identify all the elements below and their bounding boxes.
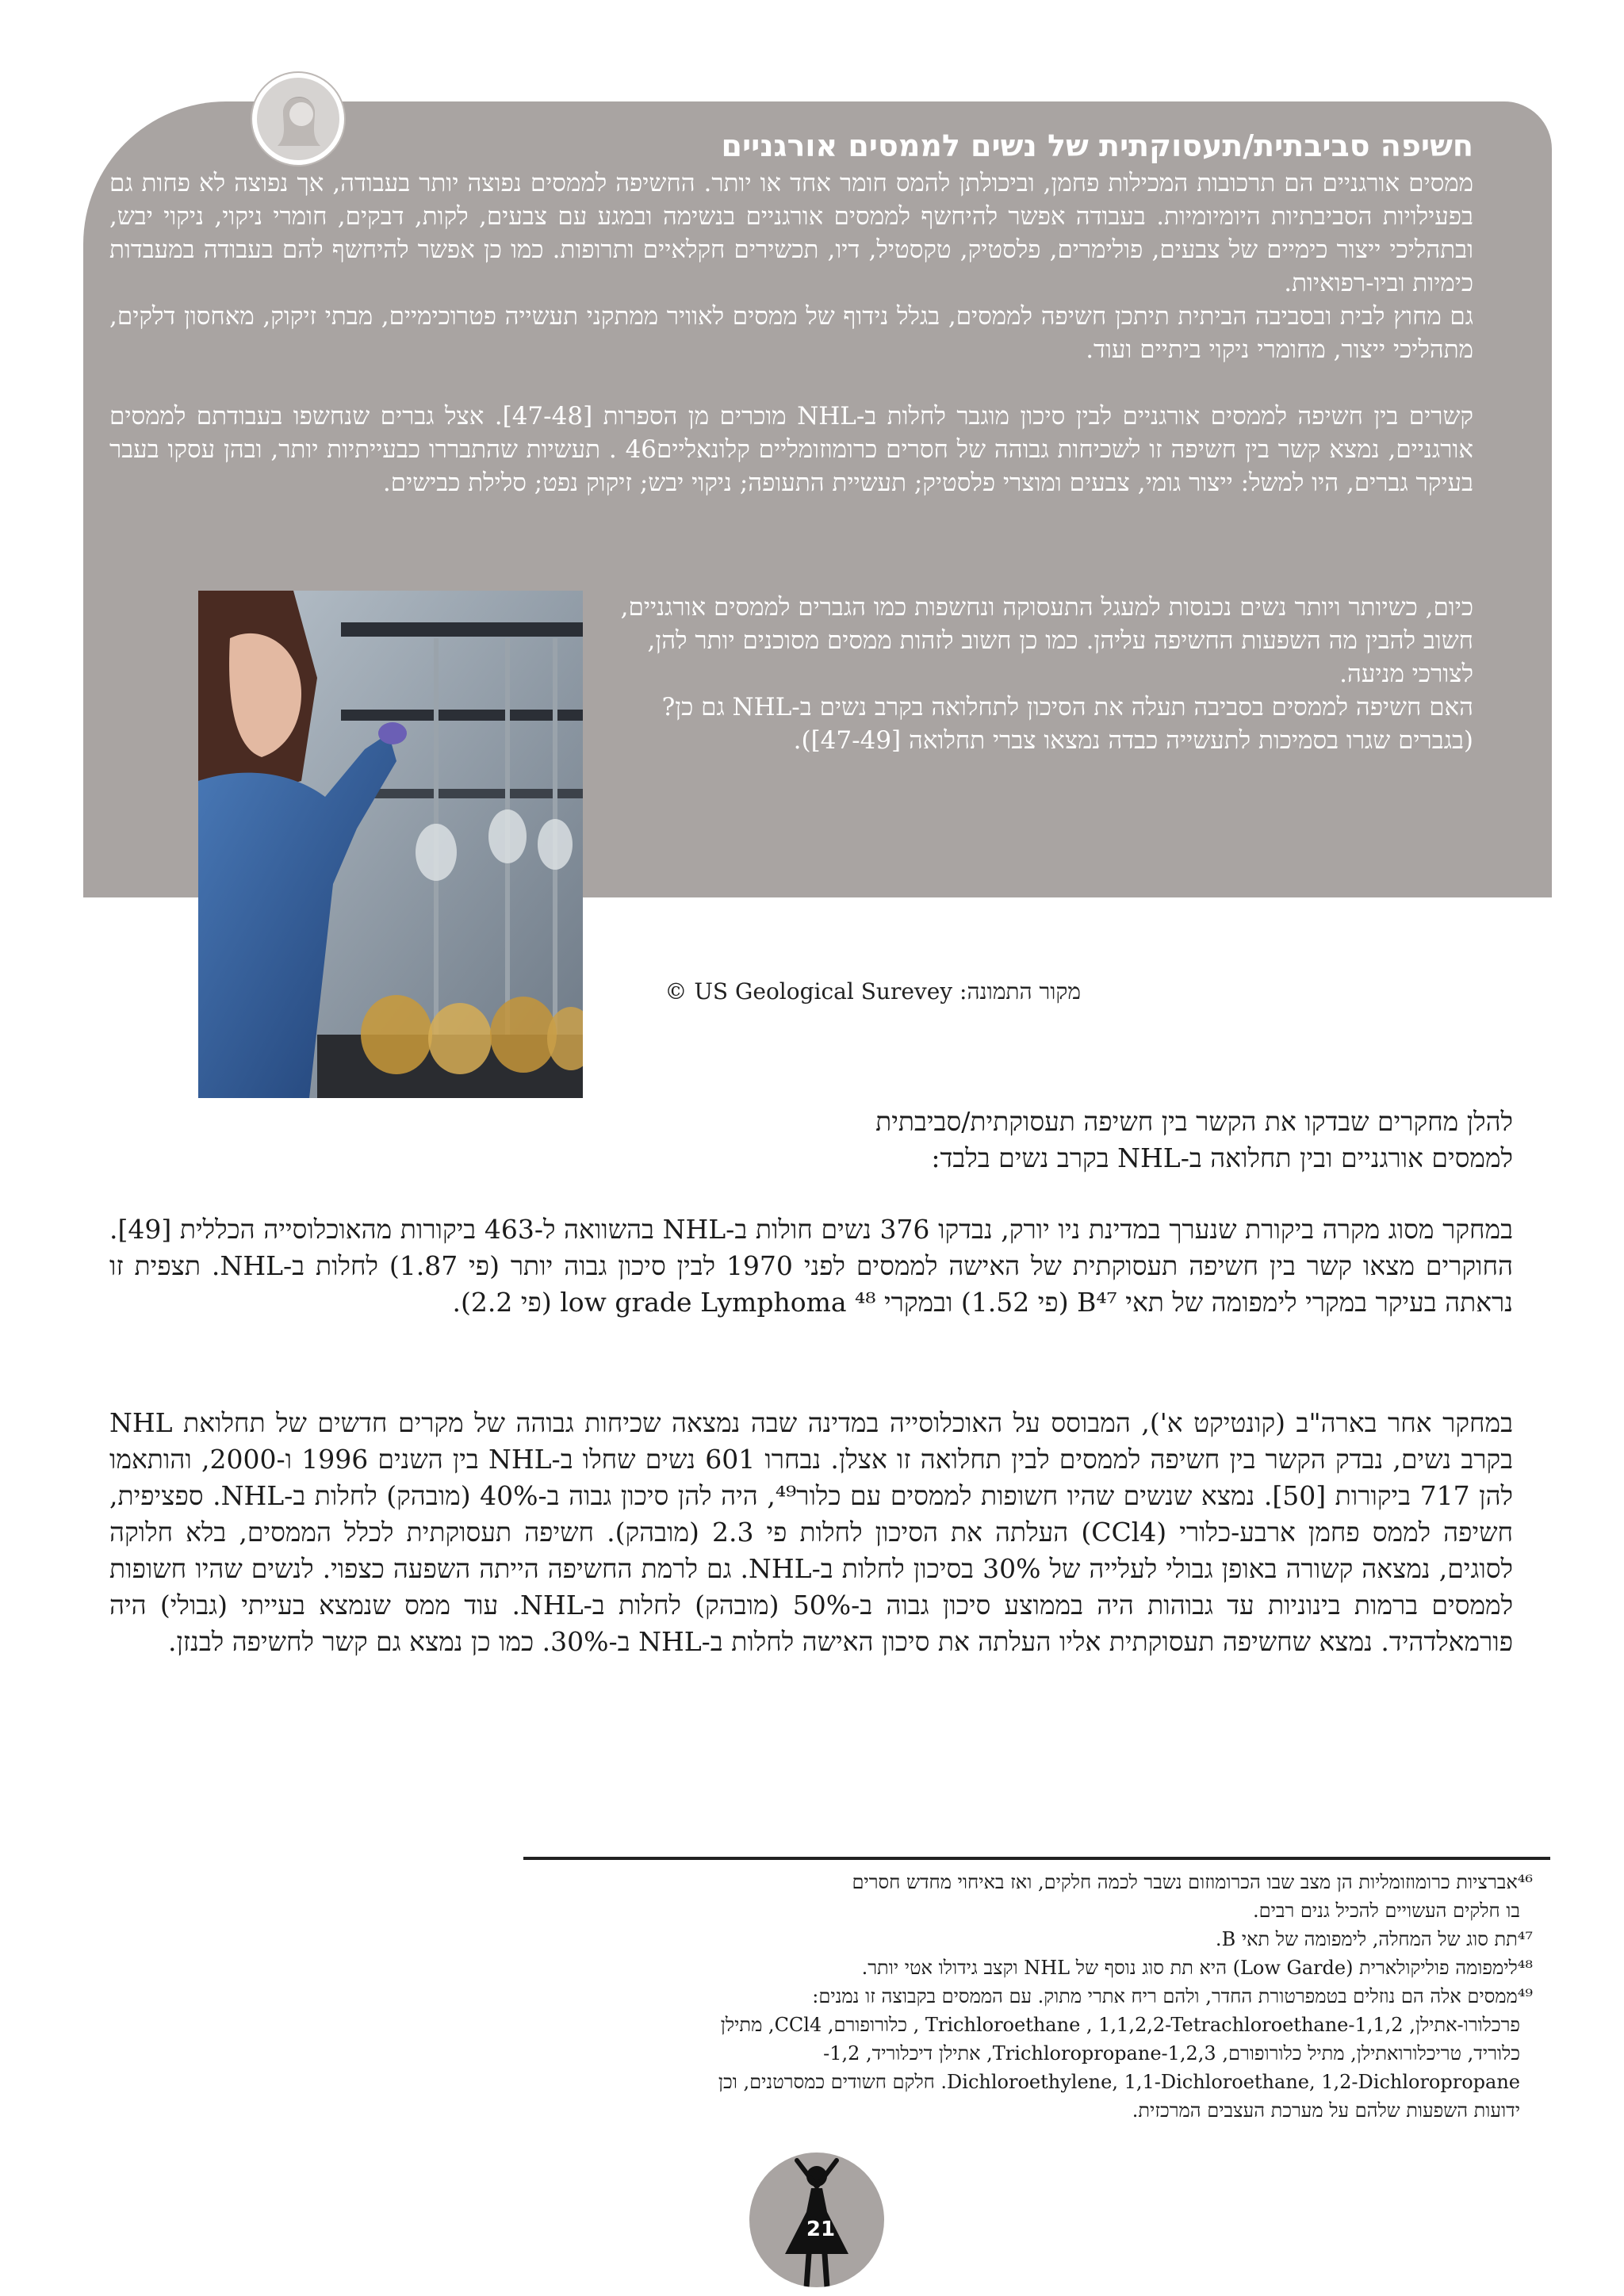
footnote-line: ידועות השפעות שלהם על מערכת העצבים המרכזית. (1132, 2099, 1520, 2122)
footnote-line: ⁴⁷תת סוג של המחלה, לימפומה של תאי B. (1215, 1928, 1533, 1950)
footnote-divider (523, 1857, 1550, 1860)
intro-line: להלן מחקרים שבדקו את הקשר בין חשיפה תעסוקתית/סביבתית (875, 1106, 1513, 1137)
box-paragraph: האם חשיפה לממסים בסביבה תעלה את הסיכון לתחלואה בקרב נשים ב-NHL גם כן? (661, 693, 1473, 721)
study-paragraph-ny: במחקר מסוג מקרה ביקורת שנערך במדינת ניו יורק, נבדקו 376 נשים חולות ב-NHL בהשוואה ל-463 ביקורות מהאוכלוסייה הכללית [49]. החוקרים מצאו קשר בין חשיפה תעסוקתית של האישה לממסים לפני 1970 לבין סיכון גבוה יותר (פי 1.87) לחלות ב-NHL. תצפית זו נראתה בעיקר במקרי לימפומה של תאי B⁴⁷ (פי 1.52) ובמקרי low grade Lymphoma ⁴⁸ (פי 2.2). (109, 1214, 1513, 1318)
intro-line: לממסים אורגניים ובין תחלואה ב-NHL בקרב נשים בלבד: (931, 1142, 1513, 1173)
box-paragraph: ממסים אורגניים הם תרכובות המכילות פחמן, וביכולתן להמס חומר אחד או יותר. החשיפה לממסים נפוצה יותר בעבודה, אך נפוצה לא פחות גם בפעילויות הסביבתיות היומיומיות. בעבודה אפשר להיחשף לממסים אורגניים בנשימה ובמגע עם צבעים, לקות, דבקים, חומרי ניקוי, ניקוי יבש, ובתהליכי ייצור כימיים של צבעים, פולימרים, פלסטיק, טקסטיל, דיו, תכשירים חקלאיים ותרופות. כמו כן אפשר להיחשף להם בעבודה במעבדות כימיות וביו-רפואיות. (109, 169, 1473, 297)
footnote-line: בו חלקים העשויים להכיל גנים רבים. (1252, 1900, 1520, 1922)
box-paragraph: כיום, כשיותר ויותר נשים נכנסות למעגל התעסוקה ונחשפות כמו הגברים לממסים אורגניים, חשוב להבין מה השפעות החשיפה עליהן. כמו כן חשוב לזהות ממסים מסוכנים יותר להן, לצורכי מניעה. (620, 593, 1473, 688)
page-number: 21 (806, 2218, 836, 2241)
lab-scientist-photo (198, 591, 583, 1098)
footnotes (534, 1868, 1533, 2125)
studies-intro (720, 1104, 1513, 1177)
box-paragraph: גם מחוץ לבית ובסביבה הביתית תיתכן חשיפה לממסים, בגלל נידוף של ממסים לאוויר ממתקני תעשייה פטרוכימיים, מבתי זיקוק, מאחסון דלקים, מתהליכי ייצור, מחומרי ניקוי ביתיים ועוד. (109, 302, 1473, 364)
footnote-line: ⁴⁶אברציות כרומוזומליות הן מצב שבו הכרומוזום נשבר לכמה חלקים, ואז באיחוי מחדש חסרים (852, 1871, 1533, 1893)
box-intro-text (109, 166, 1473, 499)
footnote-line: פרכלורו-אתילן, 1,1,2-Trichloroethane , 1,1,2,2-Tetrachloroethane , כלורופורם, CCl4, מתילן (720, 2014, 1520, 2036)
box-paragraph: (בגברים שגרו בסמיכות לתעשייה כבדה נמצאו צברי תחלואה [47-49]). (793, 726, 1473, 755)
box-paragraph: קשרים בין חשיפה לממסים אורגניים לבין סיכון מוגבר לחלות ב-NHL מוכרים מן הספרות [47-48]. אצל גברים שנחשפו בעבודתם לממסים אורגניים, נמצא קשר בין חשיפה זו לשכיחות גבוהה של חסרים כרומוזומליים קלונאליים46 . תעשיות שהתבררו כבעייתיות יותר, ובהן עסקו בעבר בעיקר גברים, היו למשל: ייצור גומי, צבעים ומוצרי פלסטיק; תעשיית התעופה; ניקוי יבש; זיקוק נפט; סלילת כבישים. (109, 402, 1473, 497)
footnote-line: כלוריד, טריכלורואתילן, מתיל כלורופורם, 1,2,3-Trichloropropane, אתילן דיכלוריד, 1,2- (823, 2042, 1520, 2064)
study-paragraph-connecticut: במחקר אחר בארה"ב (קונטיקט א'), המבוסס על האוכלוסייה במדינה שבה נמצאה שכיחות גבוהה של מקרים חדשים של תחלואת NHL בקרב נשים, נבדק הקשר בין חשיפה לממסים לבין תחלואה זו אצלן. נבחרו 601 נשים שחלו ב-NHL בין השנים 1996 ו-2000, והותאמו להן 717 ביקורות [50]. נמצא שנשים שהיו חשופות לממסים עם כלור⁴⁹, היה להן סיכון גבוה ב-40% (מובהק) לחלות ב-NHL. ספציפית, חשיפה לממס פחמן ארבע-כלורי (CCl4) העלתה את הסיכון לחלות פי 2.3 (מובהק). חשיפה תעסוקתית לכלל הממסים, בלא חלוקה לסוגים, נמצאה קשורה באופן גבולי לעלייה של 30% בסיכון לחלות ב-NHL. גם לרמת החשיפה הייתה השפעה כצפוי. לנשים שהיו חשופות לממסים ברמות בינוניות עד גבוהות היה בממוצע סיכון גבוה ב-50% (מובהק) לחלות ב-NHL. עוד ממס שנמצא בעייתי (גבולי) היה פורמאלדהיד. נמצא שחשיפה תעסוקתית אליו העלתה את סיכון האישה לחלות ב-NHL ב-30%. כמו כן נמצא גם קשר לחשיפה לבנזן. (109, 1407, 1514, 1657)
woman-profile-icon (252, 73, 344, 165)
photo-caption: מקור התמונה: US Geological Surevey © (665, 978, 1081, 1004)
page-title: חשיפה סביבתית/תעסוקתית של נשים לממסים אורגניים (721, 128, 1473, 163)
footnote-line: Dichloroethylene, 1,1-Dichloroethane, 1,2-Dichloropropane. חלקם חשודים כמסרטנים, וכן (718, 2071, 1520, 2093)
footnote-line: ⁴⁸לימפומה פוליקולארית (Low Garde) היא תת סוג נוסף של NHL וקצב גידולו אטי יותר. (861, 1957, 1533, 1979)
box-question-text (601, 591, 1473, 757)
footnote-line: ⁴⁹ממסים אלה הם נוזלים בטמפרטורת החדר, ולהם ריח אתרי מתוק. עם הממסים בקבוצה זו נמנים: (812, 1985, 1533, 2007)
